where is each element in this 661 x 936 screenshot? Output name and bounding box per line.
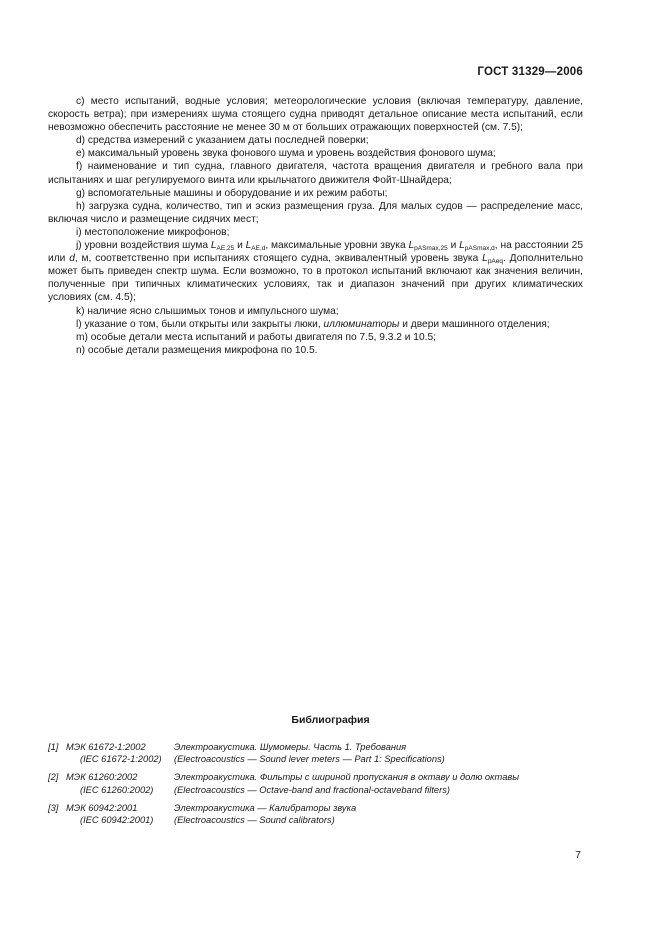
entry-ref-en: (IEC 61260:2002) — [80, 784, 154, 795]
list-item-e: e) максимальный уровень звука фонового шума и уровень воздействия фонового шума; — [76, 148, 496, 160]
list-item-f: f) наименование и тип судна, главного двигателя, частота вращения двигателя и гребного вала при испытаниях и шаг регулируемого винта или крыльчатого движителя Фойт-Шнайдера; — [48, 161, 583, 186]
subscript-pasmaxd: pASmax,d — [464, 245, 495, 253]
symbol-d: d — [69, 253, 75, 265]
symbol-l: L — [210, 240, 217, 252]
entry-desc-en: (Electroacoustics — Sound calibrators) — [174, 815, 335, 826]
subscript-aed: AE,d — [251, 245, 266, 253]
entry-ref-ru: МЭК 60942:2001 — [66, 802, 138, 813]
entry-number: [2] — [48, 772, 59, 783]
entry-desc-en: (Electroacoustics — Octave-band and fractional-octaveband filters) — [174, 784, 450, 795]
report-contents-list — [48, 95, 583, 357]
list-item-j — [48, 239, 583, 304]
entry-description — [174, 771, 588, 795]
subscript-pasmax25: pASmax,25 — [414, 245, 448, 253]
page-number: 7 — [575, 849, 581, 861]
item-l-italic: иллюминаторы — [323, 318, 400, 330]
symbol-l: L — [482, 253, 488, 265]
entry-description — [174, 741, 588, 765]
item-j-and-2: и — [447, 240, 460, 252]
bibliography-entry — [48, 741, 588, 765]
bibliography-title: Библиография — [291, 714, 370, 726]
entry-desc-ru: Электроакустика. Фильтры с шириной пропускания в октаву и долю октавы — [174, 772, 520, 783]
subscript-ae25: AE,25 — [216, 245, 235, 253]
item-j-text-3: , на расстоянии 25 или — [48, 240, 583, 265]
item-j-text-2: , максимальные уровни звука — [265, 240, 409, 252]
symbol-l: L — [408, 240, 415, 252]
item-l-text-2: и двери машинного отделения; — [399, 318, 550, 330]
list-item-c: c) место испытаний, водные условия; метеорологические условия (включая температуру, давление, скорость ветра); при измерениях шума стоящего судна приводят детальное описание места испытаний, если невозможно обеспечить расстояние не менее 30 м от больших отражающих поверхностей (см. 7.5); — [48, 96, 583, 134]
entry-reference — [66, 741, 174, 765]
list-item-h: h) загрузка судна, количество, тип и эскиз размещения груза. Для малых судов — распределение масс, включая число и размещение сидячих мест; — [48, 200, 583, 225]
subscript-paeq: pAeq — [487, 258, 503, 266]
list-item-k: k) наличие ясно слышимых тонов и импульсного шума; — [76, 305, 339, 317]
list-item-i: i) местоположение микрофонов; — [76, 226, 230, 238]
entry-description — [174, 802, 588, 826]
entry-reference — [66, 802, 174, 826]
entry-number: [1] — [48, 742, 59, 752]
entry-desc-en: (Electroacoustics — Sound lever meters — Part 1: Specifications) — [174, 754, 445, 765]
symbol-l: L — [245, 240, 252, 252]
list-item-l — [48, 318, 583, 331]
item-j-text-5: . Дополнительно может быть приведен спектр шума. Если возможно, то в протокол испытаний включают как значения величин, полученные при типичных климатических условиях, так и диапазон значений при других климатических условиях (см. 4.5); — [48, 253, 584, 304]
entry-number: [3] — [48, 802, 59, 813]
entry-ref-ru: МЭК 61672-1:2002 — [66, 742, 146, 752]
item-j-text-4: , м, соответственно при испытаниях стоящего судна, эквивалентный уровень звука — [74, 253, 483, 265]
item-j-text-1: j) уровни воздействия шума — [76, 240, 211, 252]
entry-ref-en: (IEC 60942:2001) — [80, 815, 154, 826]
bibliography-list — [48, 741, 588, 832]
entry-ref-en: (IEC 61672-1:2002) — [80, 754, 162, 765]
standard-code-header: ГОСТ 31329—2006 — [477, 66, 583, 78]
bibliography-entry — [48, 771, 588, 795]
entry-desc-ru: Электроакустика — Калибраторы звука — [174, 802, 357, 813]
list-item-g: g) вспомогательные машины и оборудование и их режим работы; — [76, 187, 388, 199]
item-l-text-1: l) указание о том, были открыты или закрыты люки, — [76, 318, 324, 330]
entry-ref-ru: МЭК 61260:2002 — [66, 772, 138, 783]
item-j-and-1: и — [234, 240, 246, 252]
list-item-d: d) средства измерений с указанием даты последней поверки; — [76, 135, 369, 147]
symbol-l: L — [459, 240, 465, 252]
list-item-m: m) особые детали места испытаний и работы двигателя по 7.5, 9.3.2 и 10.5; — [76, 331, 436, 343]
entry-desc-ru: Электроакустика. Шумомеры. Часть 1. Требования — [174, 742, 407, 752]
entry-reference — [66, 771, 174, 795]
list-item-n: n) особые детали размещения микрофона по 10.5. — [76, 344, 318, 356]
bibliography-entry — [48, 802, 588, 826]
